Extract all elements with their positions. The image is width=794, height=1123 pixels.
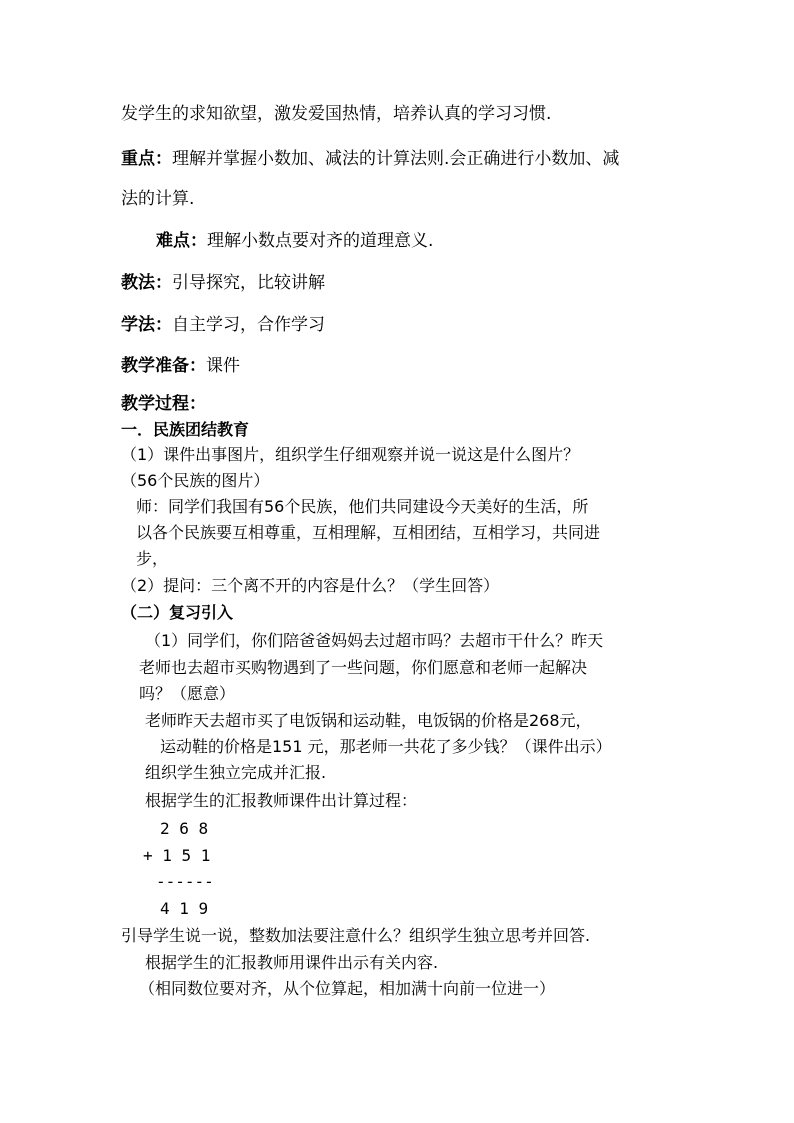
key-point-line	[121, 151, 619, 168]
section2-line: 根据学生的汇报教师用课件出示有关内容.	[145, 953, 439, 972]
section1-line: 师：同学们我国有56个民族，他们共同建设今天美好的生活，所	[136, 497, 589, 516]
section2-line: 根据学生的汇报教师课件出计算过程：	[145, 791, 418, 810]
teaching-method-text: 引导探究，比较讲解	[172, 273, 325, 293]
calc-addend-2: + 1 5 1	[143, 846, 211, 865]
section2-heading: （二）复习引入	[121, 603, 234, 622]
difficulty-line	[156, 233, 433, 250]
teaching-method-line	[121, 275, 325, 292]
section2-line: 老师也去超市买购物遇到了一些问题，你们愿意和老师一起解决	[139, 658, 588, 677]
key-point-continued: 法的计算.	[121, 189, 195, 209]
section2-line: （相同数位要对齐，从个位算起，相加满十向前一位进一）	[139, 979, 556, 998]
section2-line: 运动鞋的价格是151 元，那老师一共花了多少钱？（课件出示）	[160, 737, 612, 756]
learning-method-line	[121, 317, 325, 334]
section1-line: 步，	[136, 549, 169, 568]
section1-line: （2）提问：三个离不开的内容是什么？（学生回答）	[121, 576, 500, 595]
preparation-label: 教学准备：	[121, 356, 206, 376]
preparation-text: 课件	[206, 356, 240, 376]
teaching-method-label: 教法：	[121, 273, 172, 293]
section2-line: 引导学生说一说，整数加法要注意什么？组织学生独立思考并回答.	[121, 926, 591, 945]
section2-line: 老师昨天去超市买了电饭锅和运动鞋，电饭锅的价格是268元，	[145, 711, 592, 730]
difficulty-label: 难点：	[156, 231, 207, 251]
section2-line: 吗？（愿意）	[139, 684, 236, 703]
calc-divider: ------	[156, 872, 214, 891]
section1-line: （56个民族的图片）	[121, 471, 270, 490]
key-point-text: 理解并掌握小数加、减法的计算法则.会正确进行小数加、减	[172, 149, 620, 169]
section1-line: 以各个民族要互相尊重，互相理解，互相团结，互相学习，共同进	[136, 523, 601, 542]
paragraph-goal: 发学生的求知欲望，激发爱国热情，培养认真的学习习惯.	[121, 104, 552, 124]
calc-addend-1: 2 6 8	[160, 819, 209, 838]
section1-heading: 一．民族团结教育	[121, 420, 250, 439]
section2-line: 组织学生独立完成并汇报.	[145, 763, 327, 782]
learning-method-label: 学法：	[121, 315, 172, 335]
preparation-line	[121, 358, 240, 375]
calc-sum: 4 1 9	[160, 899, 209, 918]
key-point-label: 重点：	[121, 149, 172, 169]
learning-method-text: 自主学习，合作学习	[172, 315, 325, 335]
section2-line: （1）同学们，你们陪爸爸妈妈去过超市吗？去超市干什么？昨天	[145, 631, 604, 650]
process-heading: 教学过程：	[121, 394, 206, 414]
section1-line: （1）课件出事图片，组织学生仔细观察并说一说这是什么图片？	[121, 445, 580, 464]
difficulty-text: 理解小数点要对齐的道理意义.	[207, 231, 434, 251]
